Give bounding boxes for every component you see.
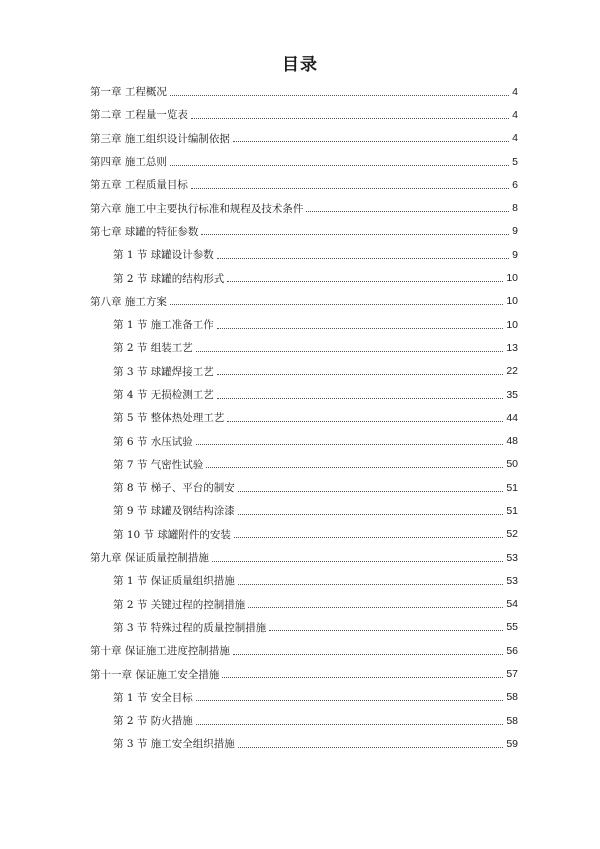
toc-entry-chapter[interactable] [0, 150, 600, 173]
toc-entry-label: 第九章 保证质量控制措施 [90, 552, 209, 565]
toc-entry-section[interactable] [0, 313, 600, 336]
toc-entry-label: 第六章 施工中主要执行标准和规程及技术条件 [90, 202, 304, 215]
toc-entry-page-number: 35 [506, 388, 518, 401]
toc-title: 目录 [282, 55, 318, 75]
toc-entry-page-number: 53 [506, 574, 518, 587]
toc-dot-leader [306, 210, 509, 212]
toc-dot-leader [238, 490, 504, 492]
toc-dot-leader [191, 117, 509, 119]
toc-dot-leader [196, 699, 504, 701]
toc-dot-leader [170, 94, 509, 96]
toc-entry-page-number: 50 [506, 458, 518, 471]
toc-entry-page-number: 5 [512, 155, 518, 168]
toc-dot-leader [238, 746, 504, 748]
toc-dot-leader [227, 280, 503, 282]
toc-dot-leader [217, 257, 509, 259]
toc-entry-page-number: 53 [506, 551, 518, 564]
toc-entry-section[interactable] [0, 476, 600, 499]
toc-dot-leader [212, 560, 503, 562]
toc-entry-label: 第 8 节 梯子、平台的制安 [113, 482, 235, 495]
toc-dot-leader [217, 397, 504, 399]
toc-entry-page-number: 10 [506, 295, 518, 308]
toc-entry-label: 第 1 节 安全目标 [113, 691, 193, 704]
toc-entry-page-number: 10 [506, 318, 518, 331]
toc-entry-page-number: 56 [506, 644, 518, 657]
toc-entry-label: 第 5 节 整体热处理工艺 [113, 412, 225, 425]
toc-entry-section[interactable] [0, 336, 600, 359]
toc-entry-section[interactable] [0, 383, 600, 406]
toc-dot-leader [234, 536, 503, 538]
toc-entry-page-number: 8 [512, 202, 518, 215]
toc-entry-section[interactable] [0, 266, 600, 289]
toc-entry-chapter[interactable] [0, 103, 600, 126]
toc-entry-page-number: 6 [512, 178, 518, 191]
toc-entry-section[interactable] [0, 732, 600, 755]
toc-entry-page-number: 9 [512, 225, 518, 238]
toc-entry-chapter[interactable] [0, 220, 600, 243]
toc-entry-chapter[interactable] [0, 80, 600, 103]
toc-entry-page-number: 13 [506, 341, 518, 354]
toc-dot-leader [227, 420, 503, 422]
toc-entry-label: 第 2 节 球罐的结构形式 [113, 272, 225, 285]
toc-entry-label: 第七章 球罐的特征参数 [90, 225, 199, 238]
toc-entry-label: 第 3 节 球罐焊接工艺 [113, 365, 214, 378]
toc-entry-label: 第 4 节 无损检测工艺 [113, 389, 214, 401]
toc-entry-section[interactable] [0, 569, 600, 592]
toc-entry-label: 第 10 节 球罐附件的安装 [113, 528, 231, 541]
toc-entry-label: 第五章 工程质量目标 [90, 179, 188, 192]
toc-entry-section[interactable] [0, 429, 600, 452]
toc-entry-page-number: 58 [506, 691, 518, 704]
toc-entry-label: 第三章 施工组织设计编制依据 [90, 132, 230, 145]
toc-entry-label: 第 2 节 防火措施 [113, 715, 193, 728]
toc-dot-leader [196, 443, 504, 445]
toc-entry-chapter[interactable] [0, 546, 600, 569]
toc-dot-leader [238, 513, 504, 515]
toc-entry-page-number: 57 [506, 668, 518, 681]
toc-dot-leader [217, 373, 504, 375]
toc-entry-label: 第一章 工程概况 [90, 86, 167, 99]
toc-entry-section[interactable] [0, 616, 600, 639]
toc-dot-leader [196, 723, 504, 725]
toc-dot-leader [248, 606, 503, 608]
toc-entry-label: 第 2 节 组装工艺 [113, 342, 193, 355]
toc-entry-label: 第十一章 保证施工安全措施 [90, 668, 220, 681]
toc-entry-section[interactable] [0, 686, 600, 709]
toc-entry-chapter[interactable] [0, 662, 600, 685]
toc-entry-page-number: 4 [512, 108, 518, 121]
toc-entry-page-number: 59 [506, 737, 518, 750]
toc-entry-label: 第 3 节 施工安全组织措施 [113, 738, 235, 751]
toc-entry-label: 第八章 施工方案 [90, 295, 167, 308]
toc-entry-section[interactable] [0, 453, 600, 476]
toc-entry-page-number: 9 [512, 248, 518, 261]
toc-entry-page-number: 48 [506, 435, 518, 448]
toc-entry-label: 第 1 节 保证质量组织措施 [113, 575, 235, 588]
toc-dot-leader [222, 676, 503, 678]
toc-entry-section[interactable] [0, 406, 600, 429]
toc-dot-leader [201, 233, 509, 235]
toc-entry-label: 第二章 工程量一览表 [90, 109, 188, 122]
toc-entry-page-number: 52 [506, 528, 518, 541]
toc-entry-page-number: 51 [506, 481, 518, 494]
toc-entry-section[interactable] [0, 243, 600, 266]
toc-dot-leader [238, 583, 504, 585]
toc-dot-leader [233, 140, 509, 142]
toc-dot-leader [233, 653, 503, 655]
toc-entry-section[interactable] [0, 360, 600, 383]
toc-entry-chapter[interactable] [0, 196, 600, 219]
toc-entry-label: 第十章 保证施工进度控制措施 [90, 645, 230, 658]
toc-entry-chapter[interactable] [0, 127, 600, 150]
toc-entry-label: 第 2 节 关键过程的控制措施 [113, 598, 246, 611]
toc-entry-section[interactable] [0, 523, 600, 546]
toc-entry-page-number: 54 [506, 598, 518, 611]
toc-dot-leader [170, 164, 509, 166]
toc-entry-section[interactable] [0, 709, 600, 732]
toc-dot-leader [206, 466, 503, 468]
toc-entry-page-number: 10 [506, 272, 518, 285]
toc-dot-leader [196, 350, 504, 352]
toc-entry-page-number: 22 [506, 365, 518, 378]
toc-entry-page-number: 44 [506, 411, 518, 424]
toc-entry-chapter[interactable] [0, 173, 600, 196]
toc-entry-section[interactable] [0, 499, 600, 522]
toc-entry-label: 第 7 节 气密性试验 [113, 458, 204, 471]
toc-entry-label: 第 1 节 球罐设计参数 [113, 249, 214, 262]
toc-entry-page-number: 58 [506, 714, 518, 727]
toc-entry-section[interactable] [0, 593, 600, 616]
toc-entry-label: 第 1 节 施工准备工作 [113, 319, 214, 332]
toc-entry-page-number: 4 [512, 85, 518, 98]
toc-entry-chapter[interactable] [0, 290, 600, 313]
toc-entry-label: 第 9 节 球罐及钢结构涂漆 [113, 505, 235, 518]
toc-entry-chapter[interactable] [0, 639, 600, 662]
toc-dot-leader [217, 327, 504, 329]
toc-dot-leader [170, 303, 503, 305]
toc-dot-leader [269, 629, 503, 631]
toc-entry-label: 第 3 节 特殊过程的质量控制措施 [113, 621, 267, 634]
toc-entry-label: 第 6 节 水压试验 [113, 435, 193, 448]
toc-list [0, 80, 600, 756]
toc-dot-leader [191, 187, 509, 189]
toc-entry-page-number: 55 [506, 621, 518, 634]
toc-entry-label: 第四章 施工总则 [90, 156, 167, 169]
toc-entry-page-number: 51 [506, 504, 518, 517]
toc-entry-page-number: 4 [512, 132, 518, 145]
